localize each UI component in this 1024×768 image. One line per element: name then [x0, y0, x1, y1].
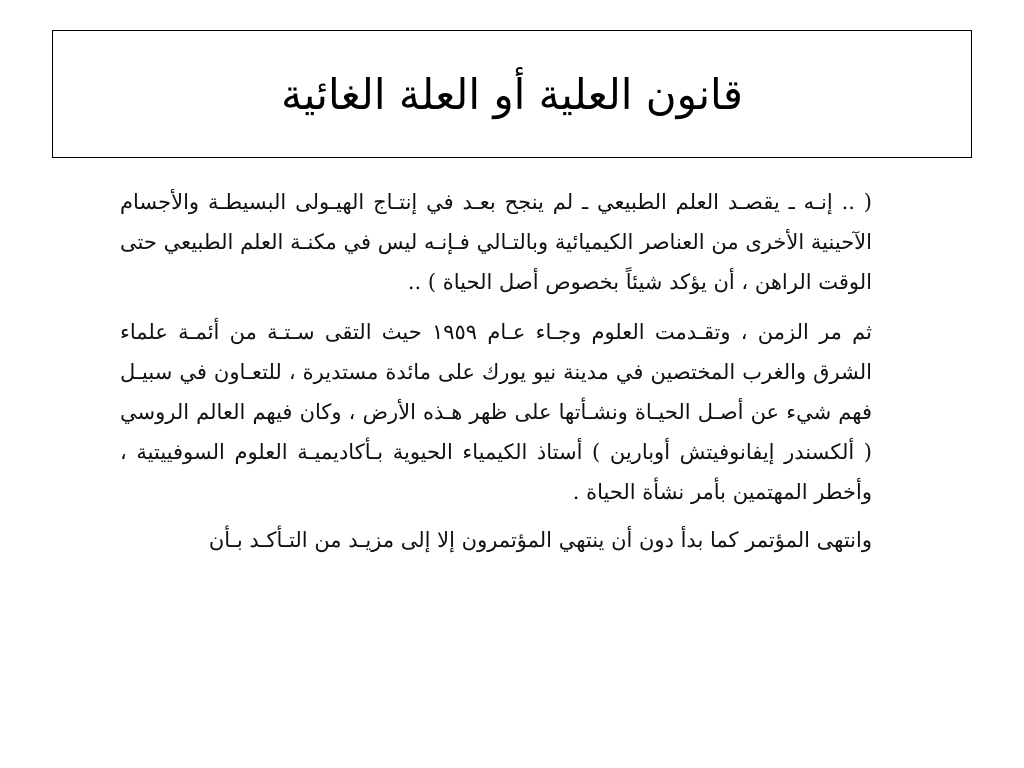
paragraph-3: وانتهى المؤتمر كما بدأ دون أن ينتهي المؤتمرون إلا إلى مزيـد من التـأكـد بـأن: [208, 528, 872, 552]
title-box: [52, 30, 972, 158]
paragraph-1: ( .. إنـه ـ يقصـد العلم الطبيعي ـ لم ينجح بعـد في إنتـاج الهيـولى البسيطـة والأجسام الآحينية الأخرى من العناصر الكيميائية وبالتـالي فـإنـه ليس في مكنـة العلم الطبيعي حتى الوقت الراهن ، أن يؤكد شيئاً بخصوص أصل الحياة ) ..: [120, 190, 872, 294]
paragraph-2: ثم مر الزمن ، وتقـدمت العلوم وجـاء عـام ١٩٥٩ حيث التقى سـتـة من أئمـة علماء الشرق والغرب المختصين في مدينة نيو يورك على مائدة مستديرة ، للتعـاون في سبيـل فهم شيء عن أصـل الحيـاة ونشـأتها على ظهر هـذه الأرض ، وكان فيهم العالم الروسي ( ألكسندر إيفانوفيتش أوبارين ) أستاذ الكيمياء الحيوية بـأكاديميـة العلوم السوفييتية ، وأخطر المهتمين بأمر نشأة الحياة .: [120, 320, 872, 504]
body-text: [120, 182, 872, 560]
slide-title: قانون العلية أو العلة الغائية: [281, 69, 743, 119]
